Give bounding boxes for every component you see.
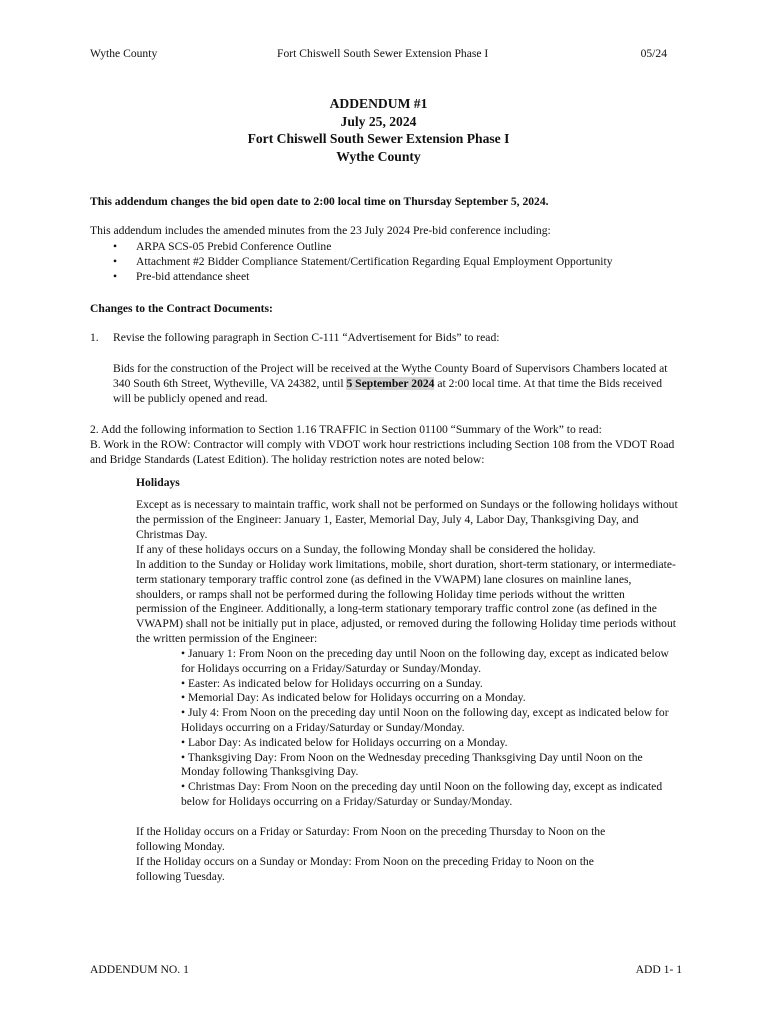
holiday-periods-list — [181, 647, 680, 810]
title-county: Wythe County — [336, 148, 421, 164]
title-addendum-number: ADDENDUM #1 — [329, 96, 428, 111]
rule-sunday-monday: If the Holiday occurs on a Sunday or Monday: From Noon on the preceding Friday to Noon on the following Tuesday. — [136, 855, 594, 883]
holidays-heading: Holidays — [136, 476, 180, 489]
item-2-row-work: B. Work in the ROW: Contractor will comply with VDOT work hour restrictions including Section 108 from the VDOT Road and Bridge Standards (Latest Edition). The holiday restriction notes are noted below: — [90, 438, 675, 466]
header-project: Fort Chiswell South Sewer Extension Phase I — [277, 47, 489, 60]
list-item: • Thanksgiving Day: From Noon on the Wednesday preceding Thanksgiving Day until Noon on the Monday following Thanksgiving Day. — [181, 750, 643, 779]
header-county: Wythe County — [90, 47, 158, 60]
list-item: • January 1: From Noon on the preceding day until Noon on the following day, except as indicated below for Holidays occurring on a Friday/Saturday or Sunday/Monday. — [181, 647, 669, 675]
rule-friday-saturday: If the Holiday occurs on a Friday or Saturday: From Noon on the preceding Thursday to Noon on the following Monday. — [136, 825, 606, 853]
advertisement-paragraph — [113, 362, 682, 406]
holidays-paragraph-2: If any of these holidays occurs on a Sunday, the following Monday shall be considered the holiday. — [136, 543, 596, 556]
minutes-intro: This addendum includes the amended minutes from the 23 July 2024 Pre-bid conference including: — [90, 224, 551, 237]
advertisement-text-after: at 2:00 local time. At that time the Bids received will be publicly opened and read. — [113, 376, 663, 405]
holidays-paragraph-1: Except as is necessary to maintain traffic, work shall not be performed on Sundays or the following holidays without the permission of the Engineer: January 1, Easter, Memorial Day, July 4, Labor Day, Thanksgiving Day, and Christmas Day. — [136, 498, 678, 541]
bid-date-notice: This addendum changes the bid open date to 2:00 local time on Thursday September 5, 2024. — [90, 195, 549, 208]
item-1-number: 1. — [90, 331, 99, 344]
title-project: Fort Chiswell South Sewer Extension Phase I — [247, 131, 510, 146]
footer-addendum-number: ADDENDUM NO. 1 — [90, 963, 189, 976]
list-item: • Easter: As indicated below for Holidays occurring on a Sunday. — [181, 676, 483, 690]
list-item: • ARPA SCS-05 Prebid Conference Outline — [90, 240, 680, 255]
list-item: • Attachment #2 Bidder Compliance Statement/Certification Regarding Equal Employment Opportunity — [90, 255, 680, 270]
list-item: • Christmas Day: From Noon on the preceding day until Noon on the following day, except as indicated below for Holidays occurring on a Friday/Saturday or Sunday/Monday. — [181, 780, 663, 808]
item-2-text: 2. Add the following information to Section 1.16 TRAFFIC in Section 01100 “Summary of the Work” to read: — [90, 423, 602, 436]
highlighted-bid-date: 5 September 2024 — [346, 376, 435, 390]
list-item: • July 4: From Noon on the preceding day until Noon on the following day, except as indicated below for Holidays occurring on a Friday/Saturday or Sunday/Monday. — [181, 706, 669, 734]
changes-heading: Changes to the Contract Documents: — [90, 302, 273, 315]
page-header — [90, 47, 667, 63]
list-item: • Pre-bid attendance sheet — [90, 270, 680, 285]
list-item: • Memorial Day: As indicated below for Holidays occurring on a Monday. — [181, 691, 526, 705]
included-items-list — [90, 240, 680, 284]
title-date: July 25, 2024 — [340, 113, 417, 129]
addendum-title — [90, 95, 667, 165]
footer-page-number: ADD 1- 1 — [635, 963, 682, 976]
holidays-paragraph-3: In addition to the Sunday or Holiday work limitations, mobile, short duration, short-term stationary, or intermediate-term stationary temporary traffic control zone (as defined in the VWAPM) lane closures on mainline lanes, shoulders, or ramps shall not be performed during the following Holiday time periods without the written permission of the Engineer. Additionally, a long-term stationary temporary traffic control zone (as defined in the VWAPM) shall not be initially put in place, adjusted, or removed during the following Holiday time periods without the written permission of the Engineer: — [136, 558, 676, 645]
header-date: 05/24 — [640, 47, 667, 60]
page-footer — [90, 963, 682, 979]
list-item: • Labor Day: As indicated below for Holidays occurring on a Monday. — [181, 735, 508, 749]
advertisement-text-before: Bids for the construction of the Project will be received at the Wythe County Board of Supervisors Chambers located at 340 South 6th Street, Wytheville, VA 24382, until — [113, 362, 668, 390]
item-1-text: Revise the following paragraph in Section C-111 “Advertisement for Bids” to read: — [113, 331, 500, 344]
